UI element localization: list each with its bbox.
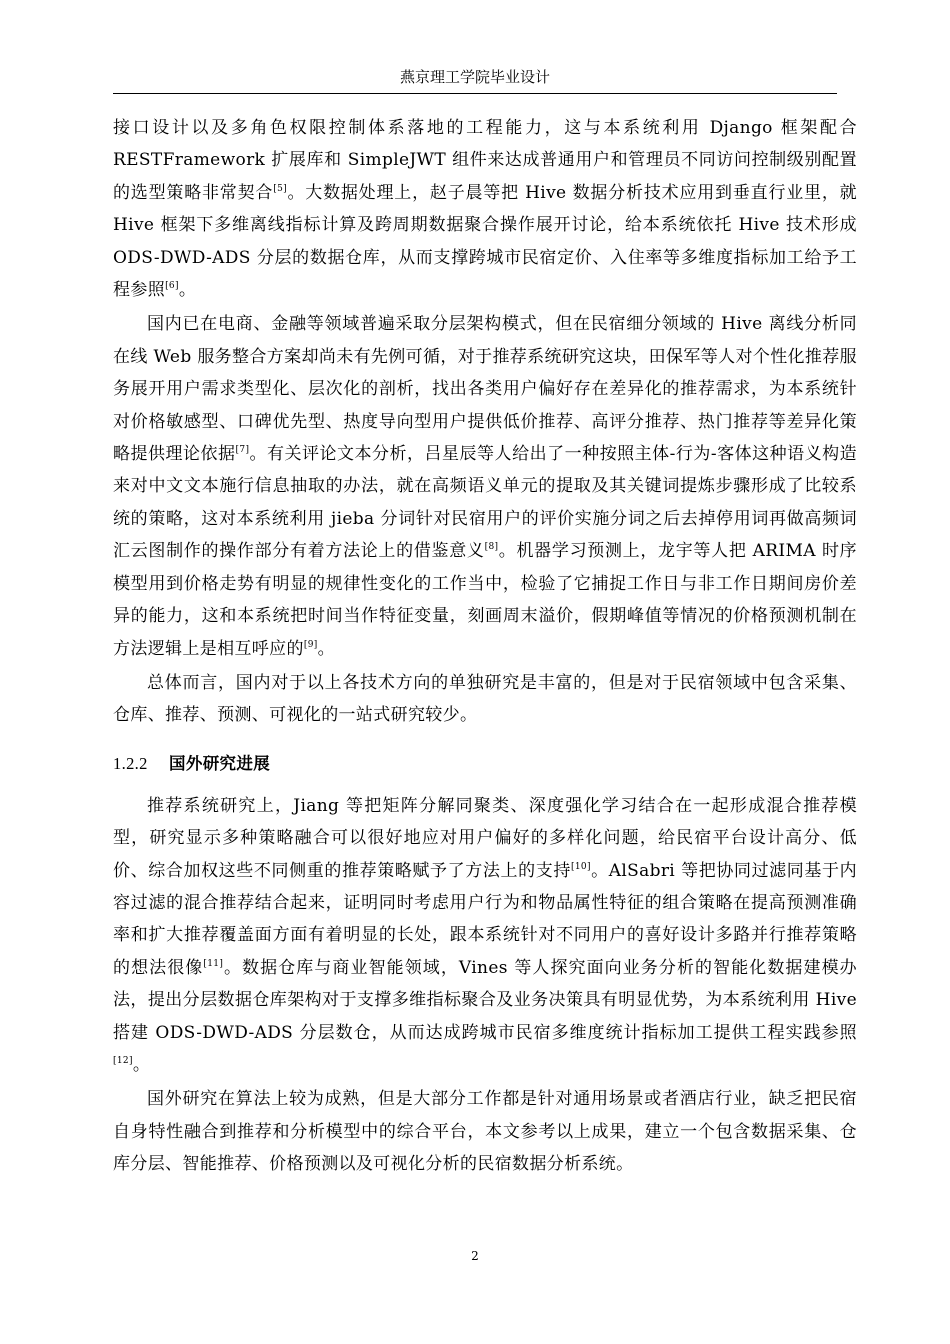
section-number: 1.2.2 <box>113 753 148 773</box>
citation-ref: [7] <box>235 445 250 456</box>
paragraph-text: 。 <box>178 280 197 301</box>
citation-ref: [5] <box>273 183 288 194</box>
paragraph-text: 。AlSabri 等把协同过滤同基于内容过滤的混合推荐结合起来，证明同时考虑用户行为和物品属性特征的组合策略在提高预测准确率和扩大推荐覆盖面方面有着明显的长处，跟本系统针对不同用户的喜好设计多路并行推荐策略的想法很像 <box>113 860 857 978</box>
page-number: 2 <box>471 1249 479 1263</box>
paragraph-2 <box>113 308 857 664</box>
citation-ref: [10] <box>570 861 591 872</box>
paragraph-5: 国外研究在算法上较为成熟，但是大部分工作都是针对通用场景或者酒店行业，缺乏把民宿自身特性融合到推荐和分析模型中的综合平台，本文参考以上成果，建立一个包含数据采集、仓库分层、智能推荐、价格预测以及可视化分析的民宿数据分析系统。 <box>113 1089 857 1175</box>
citation-ref: [6] <box>165 281 179 292</box>
citation-ref: [12] <box>113 1055 133 1066</box>
paragraph-text: 推荐系统研究上，Jiang 等把矩阵分解同聚类、深度强化学习结合在一起形成混合推荐模型，研究显示多种策略融合可以很好地应对用户偏好的多样化问题，给民宿平台设计高分、低价、综合加权这些不同侧重的推荐策略赋予了方法上的支持 <box>113 795 857 881</box>
paragraph-text: 。数据仓库与商业智能领域，Vines 等人探究面向业务分析的智能化数据建模办法，提出分层数据仓库架构对于支撑多维指标聚合及业务决策具有明显优势，为本系统利用 Hive 搭建 ODS-DWD-ADS 分层数仓，从而达成跨城市民宿多维度统计指标加工提供工程实践参照 <box>113 957 857 1043</box>
page-header <box>113 67 837 94</box>
citation-ref: [9] <box>303 639 318 650</box>
citation-ref: [8] <box>484 542 499 553</box>
paragraph-text: 。有关评论文本分析，吕星辰等人给出了一种按照主体-行为-客体这种语义构造来对中文文本施行信息抽取的办法，就在高频语义单元的提取及其关键词提炼步骤形成了比较系统的策略，这对本系统利用 jieba 分词针对民宿用户的评价实施分词之后去掉停用词再做高频词汇云图制作的操作部分有着方法论上的借鉴意义 <box>113 444 857 562</box>
paragraph-4 <box>113 790 857 1082</box>
paragraph-text: 。机器学习预测上，龙宇等人把 ARIMA 时序模型用到价格走势有明显的规律性变化的工作当中，检验了它捕捉工作日与非工作日期间房价差异的能力，这和本系统把时间当作特征变量，刻画周末溢价，假期峰值等情况的价格预测机制在方法逻辑上是相互呼应的 <box>113 541 857 659</box>
paragraph-text: 国内已在电商、金融等领域普遍采取分层架构模式，但在民宿细分领域的 Hive 离线分析同在线 Web 服务整合方案却尚未有先例可循，对于推荐系统研究这块，田保军等人对个性化推荐服务展开用户需求类型化、层次化的剖析，找出各类用户偏好存在差异化的推荐需求，为本系统针对价格敏感型、口碑优先型、热度导向型用户提供低价推荐、高评分推荐、热门推荐等差异化策略提供理论依据 <box>113 314 857 465</box>
citation-ref: [11] <box>203 958 224 969</box>
paragraph-1 <box>113 112 857 306</box>
header-title: 燕京理工学院毕业设计 <box>399 68 550 86</box>
paragraph-3: 总体而言，国内对于以上各技术方向的单独研究是丰富的，但是对于民宿领域中包含采集、仓库、推荐、预测、可视化的一站式研究较少。 <box>113 672 857 726</box>
paragraph-text: 接口设计以及多角色权限控制体系落地的工程能力，这与本系统利用 Django 框架配合 RESTFramework 扩展库和 SimpleJWT 组件来达成普通用户和管理员不同访问控制级别配置的选型策略非常契合 <box>113 118 858 203</box>
section-heading <box>113 751 857 777</box>
document-body <box>113 112 857 1181</box>
paragraph-text: 。 <box>317 638 336 659</box>
section-title: 国外研究进展 <box>169 753 271 773</box>
paragraph-text: 。大数据处理上，赵子晨等把 Hive 数据分析技术应用到垂直行业里，就 Hive 框架下多维离线指标计算及跨周期数据聚合操作展开讨论，给本系统依托 Hive 技术形成 ODS-DWD-ADS 分层的数据仓库，从而支撑跨城市民宿定价、入住率等多维度指标加工给予工程参照 <box>113 182 858 301</box>
page-footer <box>0 1249 950 1263</box>
paragraph-text: 。 <box>132 1054 151 1075</box>
